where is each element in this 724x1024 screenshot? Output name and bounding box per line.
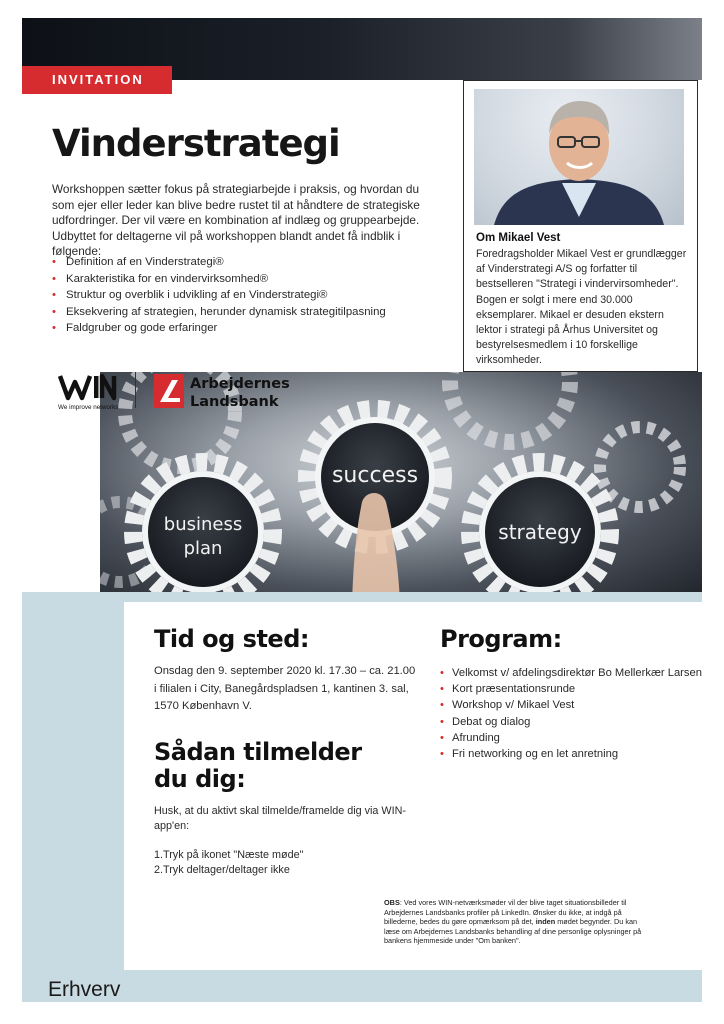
obs-text: : Ved vores WIN-netværksmøder vil der blive taget situationsbilleder til Arbejdernes Landsbanks profiler på LinkedIn. Ønsker du ikke, at indgå på billederne, bedes du gøre opmærksom på det, — [384, 898, 627, 927]
obs-notice — [384, 898, 654, 946]
list-item: • Karakteristika for en vindervirksomhed® — [52, 271, 386, 288]
list-item: • Debat og dialog — [440, 714, 702, 730]
time-place-text — [154, 663, 429, 716]
gear-strategy — [470, 462, 610, 602]
program-list — [440, 665, 702, 762]
gear-label-success: success — [331, 463, 419, 488]
intro-text: Workshoppen sætter fokus på strategiarbejde i praksis, og hvordan du som ejer eller leder kan blive bedre rustet til at håndtere de strategiske udfordringer. Der vil være en kombination af indlæg og gruppearbejde. Udbyttet for deltagerne vil på workshoppen blandt andet få indblik i følgende: — [52, 182, 420, 259]
win-tagline: We improve networks — [58, 404, 119, 411]
signup-text: Husk, at du aktivt skal tilmelde/framelde dig via WIN-app'en: — [154, 805, 407, 832]
signup-heading-line2: du dig: — [154, 765, 246, 793]
place-line: i filialen i City, Banegårdspladsen 1, kantinen 3. sal, — [154, 682, 409, 695]
bank-name-line1: Arbejdernes — [190, 376, 290, 392]
speaker-bio: Foredragsholder Mikael Vest er grundlægger af Vinderstrategi A/S og forfatter til bestselleren "Strategi i vindervirsomheder". Bogen er solgt i mere end 30.000 eksemplarer. Mikael er desuden ekstern lektor i strategi på Århus Universitet og bestyrelsesmedlem i 10 forskellige virksomheder. — [476, 248, 687, 367]
list-item: • Faldgruber og gode erfaringer — [52, 320, 386, 337]
signup-heading — [154, 739, 414, 793]
list-item: • Kort præsentationsrunde — [440, 681, 702, 697]
list-item: • Definition af en Vinderstrategi® — [52, 254, 386, 271]
obs-text-end: mødet begynder. Du kan læse om Arbejdernes Landsbanks behandling af dine personlige oplysninger på bankens hjemmeside under "Om banken". — [384, 917, 642, 946]
signup-heading-line1: Sådan tilmelder — [154, 738, 362, 766]
gear-label-strategy: strategy — [498, 520, 582, 544]
logo-divider — [135, 372, 136, 408]
bank-name-line2: Landsbank — [190, 394, 279, 410]
gear-label-business: business — [163, 514, 243, 535]
list-item: • Afrunding — [440, 730, 702, 746]
win-logo — [58, 372, 120, 417]
invitation-tag: INVITATION — [22, 66, 172, 94]
postal-line: 1570 København V. — [154, 700, 252, 712]
gear-business-plan — [133, 462, 273, 602]
signup-step: 2.Tryk deltager/deltager ikke — [154, 863, 290, 876]
footer-label: Erhverv — [48, 978, 121, 1001]
list-item: • Eksekvering af strategien, herunder dynamisk strategitilpasning — [52, 304, 386, 321]
gear-label-plan: plan — [183, 538, 223, 559]
time-line: Onsdag den 9. september 2020 kl. 17.30 – ca. 21.00 — [154, 665, 416, 677]
list-item: • Struktur og overblik i udvikling af en Vinderstrategi® — [52, 287, 386, 304]
benefits-list — [52, 254, 386, 337]
program-heading: Program: — [440, 625, 562, 653]
obs-emphasis: inden — [535, 917, 556, 927]
list-item: • Workshop v/ Mikael Vest — [440, 697, 702, 713]
speaker-photo — [474, 89, 684, 225]
arbejdernes-landsbank-logo — [154, 372, 314, 417]
time-place-heading: Tid og sted: — [154, 625, 309, 653]
obs-label: OBS — [384, 898, 400, 907]
signup-steps — [154, 848, 303, 878]
page-title: Vinderstrategi — [52, 122, 340, 165]
speaker-name: Om Mikael Vest — [476, 232, 561, 244]
signup-step: 1.Tryk på ikonet "Næste møde" — [154, 849, 304, 861]
list-item: • Velkomst v/ afdelingsdirektør Bo Mellerkær Larsen — [440, 665, 702, 681]
list-item: • Fri networking og en let anretning — [440, 746, 702, 762]
